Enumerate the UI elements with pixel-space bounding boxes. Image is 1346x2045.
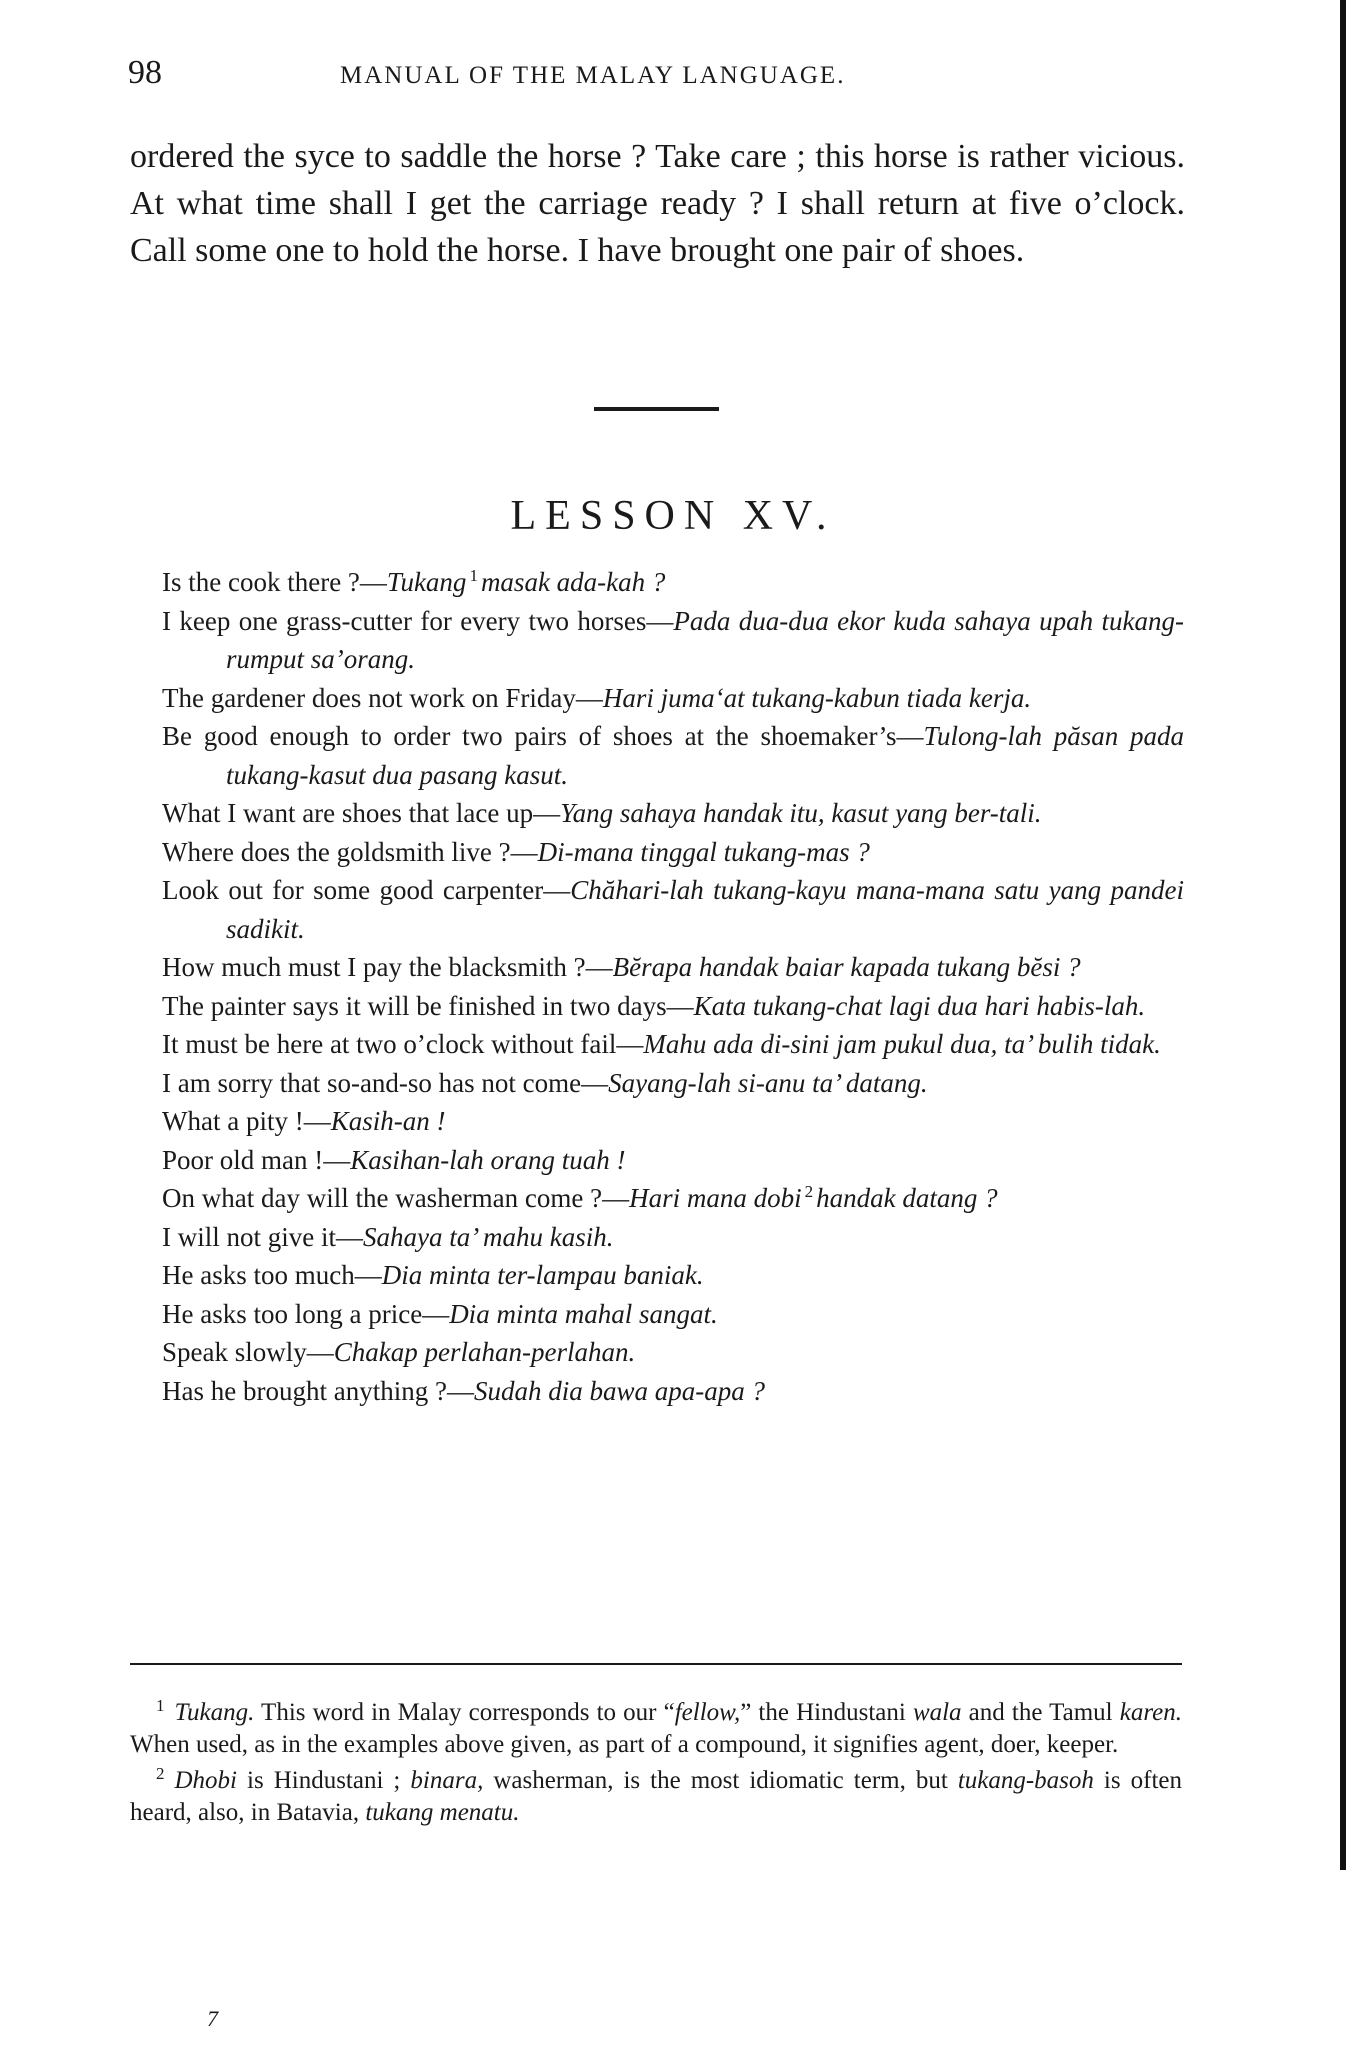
em-dash: —: [533, 798, 561, 828]
lesson-entry: [162, 1295, 1184, 1334]
intro-text: ordered the syce to saddle the horse ? Take care ; this horse is rather vicious. At what time shall I get the carriage ready ? I shall return at five o’clock. Call some one to hold the horse. I have brought one pair of shoes.: [130, 138, 1185, 269]
em-dash: —: [510, 836, 538, 867]
malay-phrase: Di-mana tinggal tukang-mas ?: [537, 836, 870, 867]
footnotes: [130, 1697, 1182, 1833]
malay-phrase: Hari juma‘at tukang-kabun tiada kerja.: [602, 682, 1032, 713]
footnote-term: Tukang.: [174, 1699, 255, 1726]
english-phrase: How much must I pay the blacksmith ?: [162, 952, 586, 982]
footnote-text: ” the Hindustani: [740, 1699, 913, 1726]
english-phrase: The painter says it will be finished in two days: [162, 990, 667, 1021]
malay-phrase: Chăhari-lah tukang-kayu mana-mana satu yang pandei sadikit.: [226, 875, 1184, 944]
em-dash: —: [585, 952, 613, 982]
scan-edge: [1340, 0, 1346, 1870]
footnote-mark: 1: [156, 1695, 165, 1715]
em-dash: —: [602, 1183, 630, 1213]
running-title: MANUAL OF THE MALAY LANGUAGE.: [340, 62, 846, 89]
lesson-entry: [162, 679, 1184, 718]
lesson-entry: [162, 1218, 1184, 1257]
english-phrase: What a pity !: [162, 1106, 304, 1136]
english-phrase: I am sorry that so-and-so has not come: [162, 1067, 582, 1098]
em-dash: —: [354, 1260, 382, 1290]
english-phrase: Poor old man !: [162, 1144, 324, 1175]
em-dash: —: [306, 1337, 334, 1367]
page-header: [128, 54, 1188, 94]
malay-phrase: Dia minta mahal sangat.: [449, 1298, 718, 1329]
footnote-text: washerman, is the most idiomatic term, but: [483, 1767, 958, 1794]
em-dash: —: [422, 1298, 450, 1329]
em-dash: —: [335, 1221, 363, 1252]
lesson-entry: [162, 1141, 1184, 1180]
english-phrase: He asks too much: [162, 1260, 355, 1290]
lesson-entry: [162, 987, 1184, 1026]
em-dash: —: [323, 1144, 351, 1175]
footnote-italic: fellow,: [674, 1699, 741, 1726]
lesson-entry: [162, 602, 1184, 679]
lesson-entry: [162, 871, 1184, 948]
footnote-italic: binara,: [410, 1767, 484, 1794]
malay-phrase: Sayang-lah si-anu ta’ datang.: [608, 1067, 928, 1098]
footnote-reference: 1: [469, 566, 478, 585]
lesson-entry: [162, 717, 1184, 794]
footnote: [130, 1697, 1182, 1761]
english-phrase: Be good enough to order two pairs of shoes at the shoemaker’s: [162, 721, 897, 751]
em-dash: —: [575, 682, 603, 713]
footnote-text: is often heard, also, in Batavia,: [130, 1767, 1182, 1826]
lesson-entry: [162, 1333, 1184, 1372]
lesson-title: LESSON XV.: [510, 493, 836, 539]
english-phrase: I keep one grass-cutter for every two horses: [162, 605, 647, 636]
em-dash: —: [303, 1106, 331, 1136]
footnote-mark: 2: [156, 1763, 165, 1783]
lesson-entry: [162, 1372, 1184, 1411]
section-rule: [594, 407, 719, 411]
em-dash: —: [446, 1375, 474, 1406]
malay-phrase: Mahu ada di-sini jam pukul dua, ta’ bulih tidak.: [643, 1029, 1161, 1059]
malay-phrase: Hari mana dobi: [629, 1183, 802, 1213]
lesson-entry: [162, 563, 1184, 602]
malay-phrase: Dia minta ter-lampau baniak.: [381, 1260, 704, 1290]
english-phrase: Where does the goldsmith live ?: [162, 836, 511, 867]
lesson-entry: [162, 794, 1184, 833]
lesson-entry: [162, 1025, 1184, 1064]
footnote-italic: wala: [912, 1699, 962, 1726]
page-mark: 7: [207, 2006, 218, 2031]
malay-phrase: Tulong-lah păsan pada tukang-kasut dua pasang kasut.: [226, 721, 1184, 790]
em-dash: —: [616, 1029, 644, 1059]
lesson-entry: [162, 1179, 1184, 1218]
english-phrase: He asks too long a price: [162, 1298, 423, 1329]
english-phrase: Speak slowly: [162, 1337, 307, 1367]
english-phrase: What I want are shoes that lace up: [162, 798, 534, 828]
malay-phrase: Bĕrapa handak baiar kapada tukang bĕsi ?: [612, 952, 1081, 982]
malay-phrase-continued: masak ada-kah ?: [480, 567, 666, 597]
english-phrase: The gardener does not work on Friday: [162, 682, 576, 713]
em-dash: —: [581, 1067, 609, 1098]
footnote-italic: karen.: [1119, 1699, 1182, 1726]
footnote-reference: 2: [804, 1182, 814, 1201]
english-phrase: Has he brought anything ?: [162, 1375, 447, 1406]
english-phrase: It must be here at two o’clock without fail: [162, 1029, 617, 1059]
em-dash: —: [896, 721, 924, 751]
malay-phrase: Kata tukang-chat lagi dua hari habis-lah.: [693, 990, 1146, 1021]
english-phrase: Is the cook there ?: [162, 567, 360, 597]
em-dash: —: [543, 875, 571, 905]
lesson-entry: [162, 948, 1184, 987]
em-dash: —: [666, 990, 694, 1021]
malay-phrase-continued: handak datang ?: [816, 1183, 998, 1213]
malay-phrase: Sahaya ta’ mahu kasih.: [362, 1221, 614, 1252]
em-dash: —: [646, 605, 674, 636]
footnote: [130, 1765, 1182, 1829]
footnote-italic: tukang menatu.: [365, 1799, 520, 1826]
malay-phrase: Kasih-an !: [330, 1106, 446, 1136]
footnote-text: This word in Malay corresponds to our “: [254, 1699, 675, 1726]
footnote-text: When used, as in the examples above given, as part of a compound, it signifies agent, doer, keeper.: [130, 1731, 1119, 1758]
malay-phrase: Chakap perlahan-perlahan.: [333, 1337, 636, 1367]
malay-phrase: Kasihan-lah orang tuah !: [350, 1144, 626, 1175]
footnote-text: is Hindustani ;: [237, 1767, 411, 1794]
intro-paragraph: [130, 133, 1185, 274]
english-phrase: On what day will the washerman come ?: [162, 1183, 603, 1213]
footnote-term: Dhobi: [174, 1767, 237, 1794]
page-number: 98: [128, 54, 162, 91]
english-phrase: Look out for some good carpenter: [162, 875, 544, 905]
em-dash: —: [359, 567, 387, 597]
lesson-entry: [162, 1256, 1184, 1295]
lesson-entry: [162, 1064, 1184, 1103]
footnote-italic: tukang-basoh: [957, 1767, 1094, 1794]
lesson-entries: [162, 563, 1184, 1410]
lesson-entry: [162, 1102, 1184, 1141]
malay-phrase: Pada dua-dua ekor kuda sahaya upah tukang-rumput sa’orang.: [226, 605, 1184, 674]
malay-phrase: Yang sahaya handak itu, kasut yang ber-tali.: [560, 798, 1042, 828]
malay-phrase: Tukang: [386, 567, 467, 597]
footnote-divider: [130, 1663, 1182, 1665]
footnote-text: and the Tamul: [961, 1699, 1120, 1726]
lesson-entry: [162, 833, 1184, 872]
malay-phrase: Sudah dia bawa apa-apa ?: [473, 1375, 765, 1406]
english-phrase: I will not give it: [162, 1221, 336, 1252]
